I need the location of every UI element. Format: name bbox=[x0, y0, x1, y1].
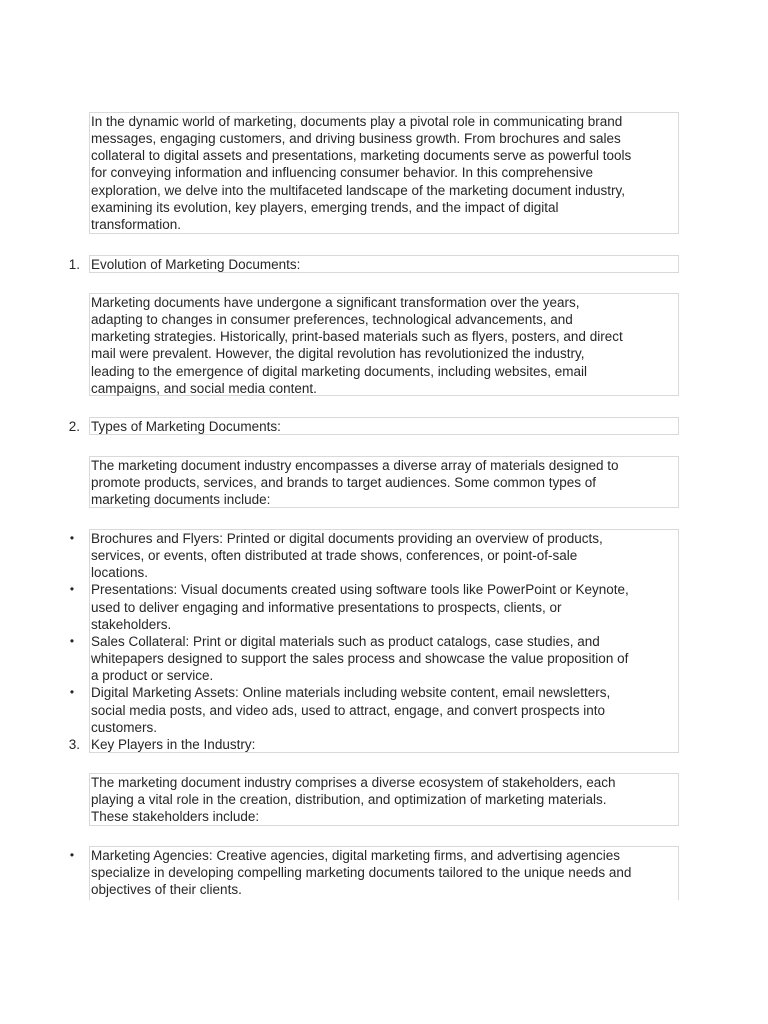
list-item bbox=[69, 530, 678, 581]
paragraph bbox=[89, 456, 679, 508]
text-line: social media posts, and video ads, used to attract, engage, and convert prospects into bbox=[91, 702, 606, 718]
paragraph-body bbox=[91, 457, 678, 508]
text-line: Marketing Agencies: Creative agencies, digital marketing firms, and advertising agencies bbox=[91, 848, 621, 863]
text-line: Evolution of Marketing Documents: bbox=[91, 257, 301, 272]
text-line: marketing strategies. Historically, print-based materials such as flyers, posters, and direct bbox=[91, 329, 623, 345]
text-line: messages, engaging customers, and driving business growth. From brochures and sales bbox=[91, 131, 621, 147]
text-line: leading to the emergence of digital marketing documents, including websites, email bbox=[91, 363, 588, 379]
text-line: stakeholders. bbox=[91, 616, 172, 632]
paragraph-body bbox=[91, 113, 678, 233]
text-line: used to deliver engaging and informative presentations to prospects, clients, or bbox=[91, 599, 562, 615]
text-line: specialize in developing compelling marketing documents tailored to the unique needs and bbox=[91, 865, 632, 881]
text-line: mail were prevalent. However, the digital revolution has revolutionized the industry, bbox=[91, 346, 585, 362]
text-line: collateral to digital assets and presentations, marketing documents serve as powerful tools bbox=[91, 148, 632, 164]
paragraph-body bbox=[91, 294, 678, 397]
numbered-item bbox=[68, 418, 678, 435]
bullet-list bbox=[69, 846, 679, 900]
text-line: whitepapers designed to support the sales process and showcase the value proposition of bbox=[91, 651, 629, 667]
text-line: campaigns, and social media content. bbox=[91, 380, 317, 396]
text-line: objectives of their clients. bbox=[91, 882, 242, 898]
text-line: playing a vital role in the creation, distribution, and optimization of marketing materials. bbox=[91, 792, 607, 808]
numbered-item bbox=[68, 736, 678, 753]
text-line: a product or service. bbox=[91, 668, 214, 684]
text-line: The marketing document industry encompasses a diverse array of materials designed to bbox=[91, 458, 619, 473]
text-line: examining its evolution, key players, emerging trends, and the impact of digital bbox=[91, 199, 559, 215]
list-number: 3. bbox=[68, 736, 80, 752]
text-line: customers. bbox=[91, 719, 158, 735]
list-number: 1. bbox=[68, 257, 80, 272]
text-line: Digital Marketing Assets: Online materials including website content, email newsletters, bbox=[91, 685, 611, 701]
text-line: for conveying information and influencing consumer behavior. In this comprehensive bbox=[91, 165, 594, 181]
text-line: Presentations: Visual documents created using software tools like PowerPoint or Keynote, bbox=[91, 582, 629, 598]
text-line: locations. bbox=[91, 565, 149, 581]
text-line: Types of Marketing Documents: bbox=[91, 419, 281, 434]
list-item bbox=[69, 581, 678, 632]
text-line: Key Players in the Industry: bbox=[91, 736, 256, 752]
text-line: These stakeholders include: bbox=[91, 809, 260, 825]
bullet-marker: • bbox=[69, 633, 75, 648]
paragraph-body bbox=[91, 774, 678, 825]
list-number: 2. bbox=[68, 419, 80, 434]
bullet-marker: • bbox=[69, 848, 75, 862]
text-line: adapting to changes in consumer preferences, technological advancements, and bbox=[91, 312, 573, 328]
text-line: exploration, we delve into the multifaceted landscape of the marketing document industry, bbox=[91, 182, 626, 198]
text-line: services, or events, often distributed at trade shows, conferences, or point-of-sale bbox=[91, 548, 578, 564]
text-line: promote products, services, and brands to target audiences. Some common types of bbox=[91, 475, 597, 491]
text-line: transformation. bbox=[91, 216, 182, 232]
text-line: Brochures and Flyers: Printed or digital documents providing an overview of products, bbox=[91, 531, 603, 546]
text-line: The marketing document industry comprises a diverse ecosystem of stakeholders, each bbox=[91, 775, 616, 790]
text-line: marketing documents include: bbox=[91, 492, 271, 508]
list-item bbox=[69, 684, 678, 735]
text-line: In the dynamic world of marketing, documents play a pivotal role in communicating brand bbox=[91, 114, 623, 129]
bullet-marker: • bbox=[69, 582, 75, 597]
text-line: Marketing documents have undergone a significant transformation over the years, bbox=[91, 295, 580, 310]
list-item bbox=[69, 847, 678, 898]
paragraph bbox=[89, 773, 679, 826]
bullet-marker: • bbox=[69, 531, 75, 545]
bullet-list bbox=[68, 529, 679, 753]
paragraph bbox=[89, 112, 679, 234]
paragraph bbox=[89, 293, 679, 396]
bullet-marker: • bbox=[69, 685, 75, 700]
numbered-heading bbox=[68, 255, 679, 273]
list-item bbox=[69, 633, 678, 684]
numbered-heading bbox=[68, 417, 679, 435]
text-line: Sales Collateral: Print or digital materials such as product catalogs, case studies, and bbox=[91, 633, 600, 649]
numbered-item bbox=[68, 256, 678, 273]
